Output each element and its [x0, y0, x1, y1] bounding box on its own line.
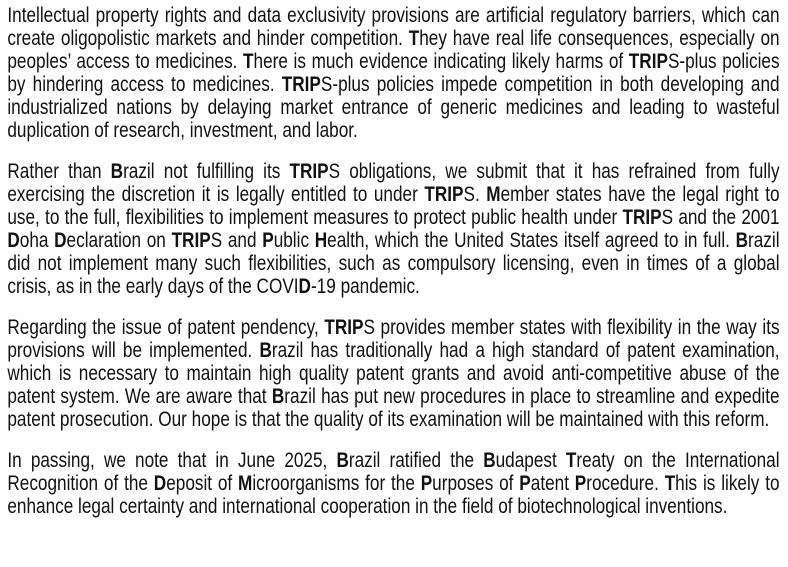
text-segment: oha [19, 229, 55, 252]
text-segment: -19 pandemic. [310, 275, 420, 298]
bold-text-segment: M [486, 183, 501, 206]
bold-text-segment: TRIP [171, 229, 211, 252]
paragraph [7, 160, 779, 298]
text-segment: atent [530, 472, 575, 495]
text-segment: S-plus policies impede competition in both developing and industrialized nations by delaying market entrance of generic medicines and leading to wasteful duplication of research, investment, and labor. [7, 73, 780, 142]
bold-text-segment: D [54, 229, 67, 252]
bold-text-segment: TRIP [424, 183, 464, 206]
bold-text-segment: P [262, 229, 274, 252]
text-segment: reaty on the International Recognition of the [7, 449, 780, 495]
bold-text-segment: B [271, 385, 285, 408]
text-segment: razil has traditionally had a high standard of patent examination, which is necessary to maintain high quality patent grants and avoid anti-competitive abuse of the patent system. We are aware that [7, 339, 780, 408]
bold-text-segment: TRIP [622, 206, 662, 229]
bold-text-segment: D [298, 275, 311, 298]
bold-text-segment: D [153, 472, 167, 495]
text-segment: his is likely to enhance legal certainty and international cooperation in the field of biotechnological inventions. [7, 472, 780, 518]
text-segment: eposit of [166, 472, 239, 495]
text-segment: razil ratified the [348, 449, 484, 472]
bold-text-segment: M [238, 472, 253, 495]
bold-text-segment: H [314, 229, 328, 252]
text-segment: S-plus policies by hindering access to medicines. [7, 50, 780, 96]
bold-text-segment: TRIP [289, 160, 329, 183]
text-segment: udapest [495, 449, 566, 472]
paragraph [7, 316, 779, 431]
text-segment: urposes of [432, 472, 520, 495]
text-segment: eclaration on [66, 229, 172, 252]
text-segment: here is much evidence indicating likely harms of [253, 50, 629, 73]
text-segment: ublic [273, 229, 315, 252]
text-segment: In passing, we note that in June 2025, [7, 449, 337, 472]
bold-text-segment: P [574, 472, 587, 495]
bold-text-segment: T [243, 50, 254, 73]
text-segment: S and [210, 229, 263, 252]
bold-text-segment: D [7, 229, 20, 252]
text-segment: S. [463, 183, 487, 206]
bold-text-segment: P [420, 472, 433, 495]
paragraph [7, 4, 779, 142]
bold-text-segment: B [259, 339, 272, 362]
bold-text-segment: B [483, 449, 496, 472]
bold-text-segment: T [565, 449, 577, 472]
text-segment: Intellectual property rights and data exclusivity provisions are artificial regulatory barriers, which can create oligopolistic markets and hinder competition. [7, 4, 780, 50]
bold-text-segment: B [735, 229, 749, 252]
text-segment: hey have real life consequences, especially on peoples’ access to medicines. [7, 27, 780, 73]
bold-text-segment: TRIP [281, 73, 321, 96]
text-segment: rocedure. [586, 472, 665, 495]
paragraph [7, 449, 779, 518]
text-segment: razil did not implement many such flexibilities, such as compulsory licensing, even in times of a global crisis, as in the early days of the COVI [7, 229, 780, 298]
text-segment: Rather than [7, 160, 111, 183]
text-segment: S provides member states with flexibility in the way its provisions will be implemented. [7, 316, 780, 362]
text-segment: razil has put new procedures in place to streamline and expedite patent prosecution. Our hope is that the quality of its examination will be maintained with this reform. [7, 385, 780, 431]
bold-text-segment: P [519, 472, 531, 495]
text-segment: razil not fulfilling its [123, 160, 290, 183]
text-segment: ember states have the legal right to use, to the full, flexibilities to implement measures to protect public health under [7, 183, 780, 229]
text-segment: S obligations, we submit that it has refrained from fully exercising the discretion it is legally entitled to under [7, 160, 780, 206]
bold-text-segment: B [110, 160, 124, 183]
bold-text-segment: TRIP [324, 316, 364, 339]
bold-text-segment: TRIP [628, 50, 668, 73]
text-segment: icroorganisms for the [252, 472, 421, 495]
bold-text-segment: T [408, 27, 420, 50]
bold-text-segment: B [336, 449, 349, 472]
text-segment: ealth, which the United States itself agreed to in full. [327, 229, 736, 252]
bold-text-segment: T [664, 472, 676, 495]
text-segment: Regarding the issue of patent pendency, [7, 316, 325, 339]
text-segment: S and the 2001 [661, 206, 780, 229]
